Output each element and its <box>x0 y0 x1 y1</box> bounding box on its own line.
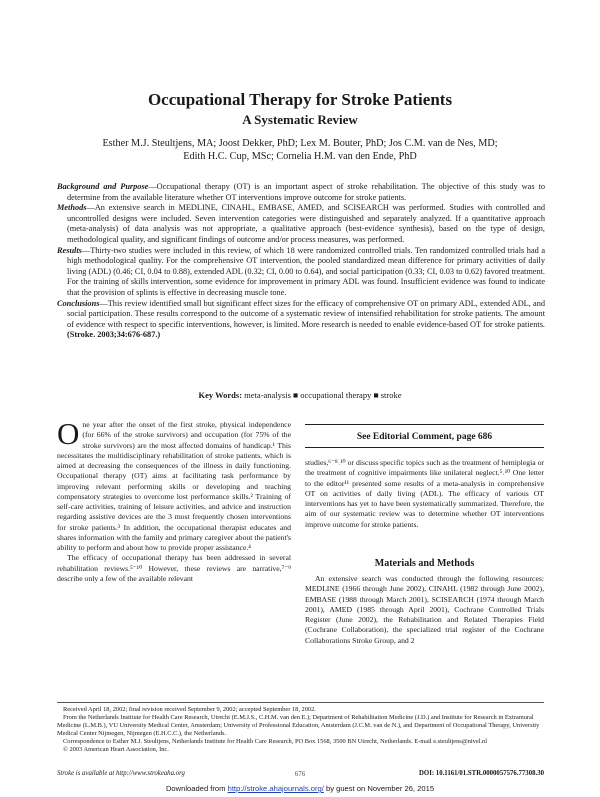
search-paragraph: An extensive search was conducted through the following resources: MEDLINE (1966 through June 2002), CINAHL (1982 through June 2002), EMBASE (1988 through March 2001), SCISEARCH (1974 through March 2001), AMED (1985 through April 2001), Cochrane Controlled Trials Register (June 2002), the Rehabilitation and Related Therapies Field (Cochrane Collaboration), the specialized trial register of the Cochrane Collaborations Stroke Group, and 2 <box>305 574 544 645</box>
received-note: Received April 18, 2002; final revision received September 9, 2002; accepted September 18, 2002. <box>63 706 316 713</box>
efficacy-paragraph: The efficacy of occupational therapy has been addressed in several rehabilitation reviews.⁵⁻¹⁰ However, these reviews are narrative,⁷⁻⁹ describe only a few of the available relevant <box>57 553 291 583</box>
author-list <box>60 137 540 163</box>
keywords-text: meta-analysis ■ occupational therapy ■ stroke <box>244 390 402 400</box>
methods-label: Methods <box>57 203 87 213</box>
authors-line-1: Esther M.J. Steultjens, MA; Joost Dekker, PhD; Lex M. Bouter, PhD; Jos C.M. van de Nes, MD; <box>102 138 498 149</box>
intro-paragraph <box>57 416 291 553</box>
abstract-background <box>57 182 545 203</box>
footnotes <box>57 706 544 754</box>
methods-text: —An extensive search in MEDLINE, CINAHL, EMBASE, AMED, and SCISEARCH was performed. Studies with controlled and uncontrolled designs were included. Seven intervention categories were distinguished and separately analyzed. If a quantitative approach (meta-analysis) of data analysis was not appropriate, a qualitative approach (best-evidence synthesis), based on the type of design, methodological quality, and significant findings of outcome and/or process measures, was performed. <box>67 203 545 244</box>
abstract-methods <box>57 203 545 245</box>
citation: (Stroke. 2003;34:676-687.) <box>67 330 161 340</box>
keywords-label: Key Words: <box>198 390 243 400</box>
abstract-conclusions <box>57 299 545 341</box>
intro-text: ne year after the onset of the first stroke, physical independence (for 66% of the stroke survivors) and occupation (for 75% of the stroke survivors) are the most affected domains of handicap.¹ This necessitates the multidisciplinary rehabilitation of stroke patients, which is aimed at decreasing the consequences of the illness in daily functioning. Occupational therapy (OT) aims at facilitating task performance by improving relevant performing skills or developing and teaching compensatory strategies to overcome lost performance skills.² Training of self-care activities, training of leisure activities, and advice and instruction regarding assistive devices are the 3 most frequently chosen interventions for stroke patients.³ In addition, the occupational therapist educates and shares information with the family and primary caregiver about the patient's ability to perform and about how to provide proper assistance.⁴ <box>57 420 291 552</box>
page-subtitle: A Systematic Review <box>242 112 358 127</box>
conclusions-label: Conclusions <box>57 298 100 308</box>
page-number: 676 <box>294 770 306 778</box>
conclusions-text: —This review identified small but significant effect sizes for the efficacy of comprehensive OT on primary ADL, extended ADL, and social participation. These results correspond to the outcome of a systematic review of intensified rehabilitation for stroke patients. The amount of evidence with respect to specific interventions, however, is limited. More research is needed to enable evidence-based OT for stroke patients. <box>67 298 545 329</box>
abstract-results <box>57 246 545 299</box>
keywords <box>0 390 600 400</box>
editorial-comment-box: See Editorial Comment, page 686 <box>305 424 544 448</box>
results-text: —Thirty-two studies were included in this review, of which 18 were randomized controlled trials. Ten randomized controlled trials had a high methodological quality. For the comprehensive OT intervention, the pooled standardized mean difference for primary activities of daily living (ADL) (0.46; CI, 0.04 to 0.88), extended ADL (0.32; CI, 0.00 to 0.64), and social participation (0.33; CI, 0.03 to 0.62) favored treatment. For the training of skills intervention, some evidence for improvement in primary ADL was found. Insufficient evidence was found to indicate that the provision of splints is effective in decreasing muscle tone. <box>67 245 545 297</box>
background-label: Background and Purpose <box>57 182 149 191</box>
correspondence-note: Correspondence to Esther M.J. Steultjens, Netherlands Institute for Health Care Research, PO Box 1568, 3500 BN Utrecht, Netherlands. E-mail e.steultjens@nivel.nl <box>63 738 488 745</box>
left-column <box>57 416 291 584</box>
download-prefix: Downloaded from <box>165 784 226 793</box>
continued-paragraph: studies,⁶⁻⁸˒¹⁰ or discuss specific topics such as the treatment of hemiplegia or the treatment of cognitive impairments like unilateral neglect.⁵˒¹⁰ One letter to the editor¹¹ presented some results of a meta-analysis in comprehensive OT on activities of daily living (ADL). The efficacy of various OT interventions has yet to have been systematically summarized. Therefore, the aim of our systematic review was to determine whether OT interventions improve outcome for stroke patients. <box>305 458 544 529</box>
copyright-note: © 2003 American Heart Association, Inc. <box>63 746 169 753</box>
page-title: Occupational Therapy for Stroke Patients <box>147 90 453 109</box>
right-column-bottom <box>305 574 544 646</box>
background-text: —Occupational therapy (OT) is an important aspect of stroke rehabilitation. The objective of this study was to determine from the available literature whether OT interventions improve outcome for stroke patients. <box>67 182 545 202</box>
download-suffix: by guest on November 26, 2015 <box>325 784 435 793</box>
download-notice <box>0 784 600 793</box>
doi: DOI: 10.1161/01.STR.0000057576.77308.30 <box>419 770 544 777</box>
section-heading: Materials and Methods <box>374 558 475 569</box>
affiliations-note: From the Netherlands Institute for Health Care Research, Utrecht (E.M.J.S., C.H.M. van den E.); Department of Rehabilitation Medicine (J.D.) and Institute for Research in Extramural Medicine (L.M.B.), VU University Medical Center, Amsterdam; University of Professional Education, Amsterdam (J.C.M. van de N.), and Department of Occupational Therapy, University Medical Center Nijmegen, Nijmegen (E.H.C.C.), the Netherlands. <box>57 714 540 737</box>
footnote-divider <box>57 702 544 703</box>
abstract <box>57 182 545 341</box>
results-label: Results <box>57 245 82 255</box>
drop-cap: O <box>57 416 80 451</box>
authors-line-2: Edith H.C. Cup, MSc; Cornelia H.M. van den Ende, PhD <box>183 151 417 162</box>
download-link[interactable]: http://stroke.ahajournals.org/ <box>227 784 324 793</box>
right-column-top <box>305 458 544 530</box>
journal-availability: Stroke is available at http://www.strokeaha.org <box>57 770 185 777</box>
